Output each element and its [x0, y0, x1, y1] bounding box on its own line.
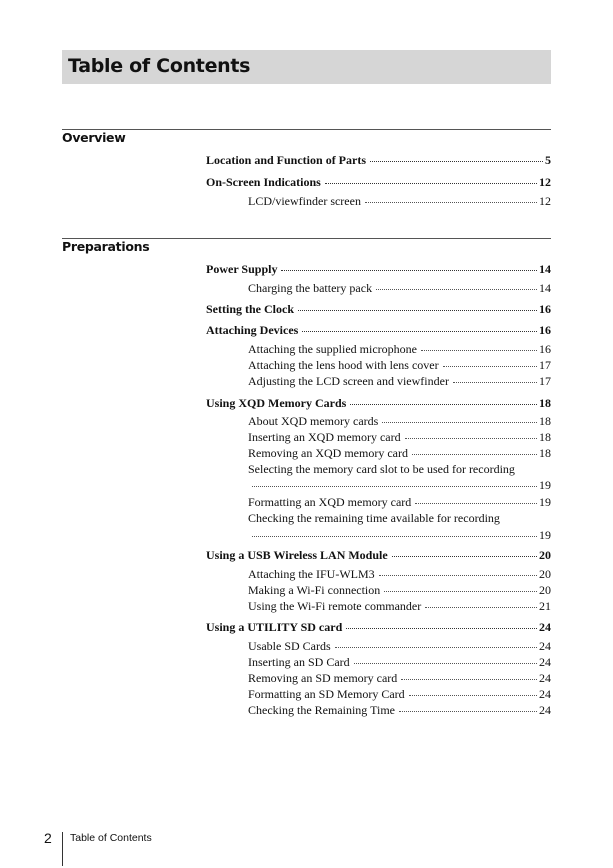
toc-entry[interactable]: [206, 548, 551, 563]
toc-subentry-page: 16: [539, 342, 551, 356]
section-label-preparations: Preparations: [62, 239, 150, 254]
toc-entry-label: Power Supply: [206, 262, 278, 276]
toc-subentry-page: 18: [539, 430, 551, 444]
toc-subentry-page: 18: [539, 414, 551, 428]
dot-leader: [409, 694, 537, 696]
dot-leader: [325, 182, 537, 184]
toc-entry-label: Attaching Devices: [206, 323, 299, 337]
dot-leader: [382, 421, 537, 423]
toc-subentry-label: Making a Wi-Fi connection: [248, 583, 381, 597]
page-title: Table of Contents: [68, 55, 251, 77]
dot-leader: [412, 453, 537, 455]
toc-subentry-page: 17: [539, 358, 551, 372]
toc-entry-page: 18: [539, 396, 551, 410]
toc-subentry-label: Inserting an SD Card: [248, 655, 350, 669]
toc-subentry[interactable]: [248, 358, 551, 373]
toc-entry[interactable]: [206, 396, 551, 411]
toc-subentry[interactable]: [248, 599, 551, 614]
toc-subentry[interactable]: [248, 478, 551, 493]
dot-leader: [425, 606, 537, 608]
toc-subentry[interactable]: [248, 655, 551, 670]
toc-entry[interactable]: [206, 262, 551, 277]
toc-subentry[interactable]: [248, 583, 551, 598]
toc-subentry-page: 12: [539, 194, 551, 208]
dot-leader: [401, 678, 537, 680]
toc-subentry[interactable]: [248, 374, 551, 389]
toc-subentry[interactable]: [248, 671, 551, 686]
section-label-overview: Overview: [62, 130, 126, 145]
toc-subentry[interactable]: [248, 414, 551, 429]
toc-subentry-label: Attaching the IFU-WLM3: [248, 567, 375, 581]
toc-subentry-label: Checking the Remaining Time: [248, 703, 395, 717]
toc-subentry[interactable]: [248, 528, 551, 543]
toc-subentry[interactable]: [248, 703, 551, 718]
toc-subentry[interactable]: [248, 446, 551, 461]
toc-entry-label: Using XQD Memory Cards: [206, 396, 347, 410]
toc-subentry-label: Usable SD Cards: [248, 639, 331, 653]
toc-subentry[interactable]: [248, 194, 551, 209]
toc-subentry[interactable]: [248, 430, 551, 445]
toc-subentry-page: 24: [539, 671, 551, 685]
toc-subentry-label: LCD/viewfinder screen: [248, 194, 361, 208]
toc-subentry[interactable]: [248, 639, 551, 654]
dot-leader: [346, 627, 537, 629]
toc-subentry-label[interactable]: Selecting the memory card slot to be used for recording: [248, 462, 515, 476]
toc-subentry-page: 14: [539, 281, 551, 295]
toc-subentry[interactable]: [248, 495, 551, 510]
toc-entry-page: 16: [539, 323, 551, 337]
toc-entry[interactable]: [206, 175, 551, 190]
dot-leader: [252, 485, 537, 487]
dot-leader: [376, 288, 537, 290]
dot-leader: [399, 710, 537, 712]
toc-subentry-label: Using the Wi-Fi remote commander: [248, 599, 422, 613]
toc-subentry-label: Removing an SD memory card: [248, 671, 398, 685]
dot-leader: [354, 662, 537, 664]
toc-subentry-page: 17: [539, 374, 551, 388]
dot-leader: [384, 590, 537, 592]
toc-subentry-page: 24: [539, 639, 551, 653]
dot-leader: [392, 555, 537, 557]
dot-leader: [415, 502, 537, 504]
dot-leader: [298, 309, 537, 311]
toc-subentry-label: Removing an XQD memory card: [248, 446, 408, 460]
toc-entry[interactable]: [206, 620, 551, 635]
dot-leader: [453, 381, 537, 383]
toc-subentry-label: Adjusting the LCD screen and viewfinder: [248, 374, 449, 388]
toc-entry-label: Using a UTILITY SD card: [206, 620, 343, 634]
dot-leader: [379, 574, 537, 576]
dot-leader: [335, 646, 537, 648]
toc-subentry-label: Formatting an XQD memory card: [248, 495, 412, 509]
toc-entry-page: 14: [539, 262, 551, 276]
toc-subentry-page: 19: [539, 528, 551, 542]
toc-subentry-label[interactable]: Checking the remaining time available for recording: [248, 511, 500, 525]
toc-entry-label: On-Screen Indications: [206, 175, 321, 189]
footer-page-number: 2: [44, 830, 52, 846]
dot-leader: [252, 535, 537, 537]
toc-subentry-page: 20: [539, 583, 551, 597]
toc-entry[interactable]: [206, 323, 551, 338]
toc-entry-page: 24: [539, 620, 551, 634]
toc-subentry[interactable]: [248, 567, 551, 582]
toc-entry-label: Location and Function of Parts: [206, 153, 367, 167]
dot-leader: [350, 403, 537, 405]
toc-entry-page: 12: [539, 175, 551, 189]
toc-entry-page: 5: [545, 153, 551, 167]
toc-subentry-label: Attaching the lens hood with lens cover: [248, 358, 439, 372]
toc-subentry-page: 19: [539, 495, 551, 509]
toc-subentry-page: 20: [539, 567, 551, 581]
toc-entry[interactable]: [206, 302, 551, 317]
dot-leader: [281, 269, 537, 271]
toc-subentry-label: About XQD memory cards: [248, 414, 379, 428]
dot-leader: [365, 201, 537, 203]
toc-subentry-label: Formatting an SD Memory Card: [248, 687, 405, 701]
footer-text: Table of Contents: [70, 832, 152, 844]
toc-subentry-page: 18: [539, 446, 551, 460]
toc-subentry-page: 24: [539, 687, 551, 701]
toc-subentry[interactable]: [248, 342, 551, 357]
toc-subentry-label: Charging the battery pack: [248, 281, 373, 295]
toc-subentry-label: Attaching the supplied microphone: [248, 342, 417, 356]
dot-leader: [421, 349, 537, 351]
dot-leader: [370, 160, 543, 162]
footer-divider: [62, 832, 63, 866]
toc-subentry-page: 21: [539, 599, 551, 613]
dot-leader: [405, 437, 537, 439]
toc-subentry-page: 19: [539, 478, 551, 492]
toc-subentry-page: 24: [539, 655, 551, 669]
toc-subentry-label: Inserting an XQD memory card: [248, 430, 401, 444]
dot-leader: [443, 365, 537, 367]
toc-subentry[interactable]: [248, 687, 551, 702]
dot-leader: [302, 330, 537, 332]
toc-subentry[interactable]: [248, 281, 551, 296]
toc-entry-label: Setting the Clock: [206, 302, 294, 316]
toc-entry-page: 20: [539, 548, 551, 562]
toc-subentry-page: 24: [539, 703, 551, 717]
toc-entry[interactable]: [206, 153, 551, 168]
toc-entry-label: Using a USB Wireless LAN Module: [206, 548, 388, 562]
toc-entry-page: 16: [539, 302, 551, 316]
